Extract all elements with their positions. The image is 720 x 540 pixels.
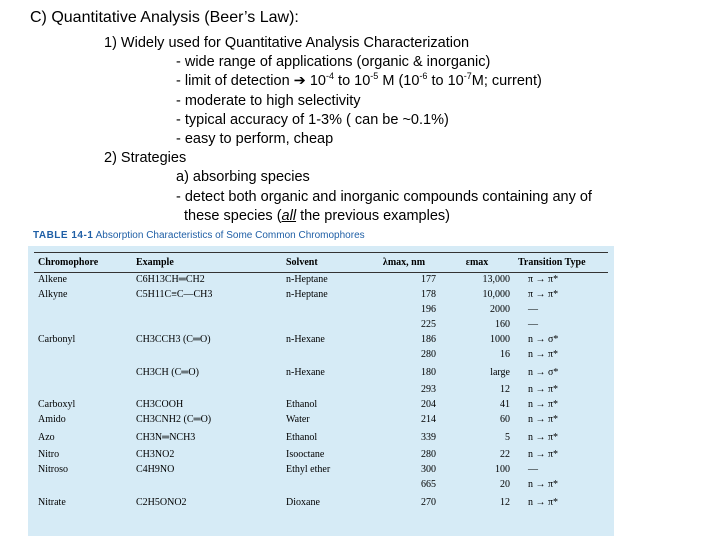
cell-example: CH3CCH3 (C═O) <box>136 334 211 345</box>
detect-line2-em: all <box>281 208 297 224</box>
detection-prefix: - limit of detection <box>176 73 290 89</box>
cell-epsilon: 2000 <box>490 304 510 315</box>
cell-example: C6H13CH═CH2 <box>136 274 205 285</box>
cell-solvent <box>282 477 368 492</box>
table-caption <box>33 230 365 241</box>
table-row <box>34 447 608 462</box>
cell-solvent: Isooctane <box>286 449 325 460</box>
table-row <box>34 477 608 492</box>
header-example: Example <box>136 257 174 268</box>
cell-example: CH3N═NCH3 <box>136 431 196 443</box>
cell-lambda: 196 <box>421 304 436 315</box>
table-row <box>34 272 608 287</box>
cell-epsilon: 100 <box>495 464 510 475</box>
detection-t2: to 10 <box>338 73 371 89</box>
cell-solvent: Dioxane <box>286 496 320 508</box>
cell-lambda: 178 <box>421 289 436 300</box>
cell-lambda: 225 <box>421 319 436 330</box>
cell-epsilon: 12 <box>500 496 510 508</box>
detection-t3: M (10 <box>382 73 420 89</box>
table-row <box>34 462 608 477</box>
cell-lambda: 177 <box>421 274 436 285</box>
table-number: TABLE 14-1 <box>33 230 94 241</box>
table-title: Absorption Characteristics of Some Common Chromophores <box>95 230 365 241</box>
cell-chromophore <box>34 347 132 362</box>
table-row <box>34 492 608 512</box>
cell-lambda: 186 <box>421 334 436 345</box>
cell-example <box>132 347 282 362</box>
cell-example: C4H9NO <box>136 464 175 475</box>
cell-transition: n → π* <box>528 431 559 443</box>
cell-lambda: 300 <box>421 464 436 475</box>
cell-transition: n → σ* <box>528 334 559 345</box>
cell-solvent: Ethanol <box>286 399 318 410</box>
cell-solvent: Water <box>286 414 310 425</box>
cell-epsilon: 13,000 <box>482 274 510 285</box>
table-header-row <box>34 253 608 272</box>
detect-line2-post: the previous examples) <box>300 208 450 224</box>
detection-e4: -7 <box>463 71 472 82</box>
cell-lambda: 280 <box>421 349 436 360</box>
table-row <box>34 397 608 412</box>
cell-solvent: n-Heptane <box>286 274 328 285</box>
table-row <box>34 347 608 362</box>
cell-chromophore <box>34 477 132 492</box>
cell-transition: n → π* <box>528 414 559 425</box>
cell-transition: n → π* <box>528 399 559 410</box>
cell-solvent: Ethanol <box>286 431 318 443</box>
detection-e3: -6 <box>419 71 428 82</box>
cell-solvent <box>282 347 368 362</box>
cell-example: CH3CNH2 (C═O) <box>136 414 212 425</box>
bullet-accuracy: - typical accuracy of 1-3% ( can be ~0.1%) <box>176 112 449 128</box>
detection-t5: M; current) <box>471 73 542 89</box>
cell-transition: n → π* <box>528 384 559 395</box>
header-epsilon-max: εmax <box>465 257 489 268</box>
table-row <box>34 302 608 317</box>
bullet-easy: - easy to perform, cheap <box>176 131 334 147</box>
cell-epsilon: 41 <box>500 399 510 410</box>
detection-t4: to 10 <box>431 73 464 89</box>
detect-line2-pre: these species ( <box>184 208 282 224</box>
cell-transition: n → π* <box>528 496 559 508</box>
chromophore-table <box>34 253 608 512</box>
cell-chromophore: Nitroso <box>38 464 68 475</box>
cell-chromophore: Alkene <box>38 274 67 285</box>
detect-line2 <box>184 208 450 224</box>
cell-lambda: 339 <box>421 431 436 443</box>
cell-chromophore <box>34 317 132 332</box>
cell-example <box>132 477 282 492</box>
cell-example: C2H5ONO2 <box>136 496 187 508</box>
cell-transition: n → π* <box>528 479 559 490</box>
cell-chromophore: Azo <box>38 431 55 443</box>
cell-chromophore: Carbonyl <box>38 334 76 345</box>
cell-epsilon: 16 <box>500 349 510 360</box>
sub-a-label: a) absorbing species <box>176 169 310 185</box>
detection-t1: 10 <box>309 73 326 89</box>
item2-label: 2) Strategies <box>104 150 187 166</box>
table-row <box>34 287 608 302</box>
section-heading: C) Quantitative Analysis (Beer’s Law): <box>30 9 299 26</box>
cell-epsilon: 1000 <box>490 334 510 345</box>
cell-example: CH3COOH <box>136 399 184 410</box>
item1-label: 1) Widely used for Quantitative Analysis Characterization <box>104 35 470 51</box>
cell-chromophore <box>34 362 132 382</box>
cell-epsilon: 5 <box>505 431 510 443</box>
header-transition: Transition Type <box>518 257 586 268</box>
cell-lambda: 214 <box>421 414 436 425</box>
cell-lambda: 293 <box>421 384 436 395</box>
detection-e2: -5 <box>370 71 379 82</box>
arrow-icon: ➔ <box>293 73 306 89</box>
cell-chromophore: Nitrate <box>38 496 66 508</box>
cell-solvent: Ethyl ether <box>286 464 331 475</box>
cell-epsilon: 20 <box>500 479 510 490</box>
cell-solvent <box>282 302 368 317</box>
cell-lambda: 280 <box>421 449 436 460</box>
cell-chromophore <box>34 302 132 317</box>
cell-epsilon: 22 <box>500 449 510 460</box>
cell-lambda: 180 <box>421 366 436 378</box>
table-row <box>34 427 608 447</box>
cell-transition: — <box>528 304 538 315</box>
cell-example <box>132 317 282 332</box>
cell-solvent <box>282 382 368 397</box>
cell-solvent <box>282 317 368 332</box>
cell-epsilon: 10,000 <box>482 289 510 300</box>
header-solvent: Solvent <box>286 257 318 268</box>
detection-e1: -4 <box>326 71 335 82</box>
cell-chromophore <box>34 382 132 397</box>
cell-epsilon: 60 <box>500 414 510 425</box>
cell-lambda: 204 <box>421 399 436 410</box>
cell-example: C5H11C≡C—CH3 <box>136 289 213 300</box>
cell-chromophore: Amido <box>38 414 66 425</box>
cell-transition: π → π* <box>528 289 559 300</box>
cell-example <box>132 382 282 397</box>
table-row <box>34 362 608 382</box>
table-row <box>34 382 608 397</box>
cell-example: CH3CH (C═O) <box>136 366 199 378</box>
cell-epsilon: 160 <box>495 319 510 330</box>
cell-lambda: 665 <box>421 479 436 490</box>
cell-solvent: n-Hexane <box>286 366 325 378</box>
cell-transition: π → π* <box>528 274 559 285</box>
cell-chromophore: Carboxyl <box>38 399 76 410</box>
cell-transition: n → π* <box>528 349 559 360</box>
cell-example <box>132 302 282 317</box>
cell-chromophore: Nitro <box>38 449 60 460</box>
detect-line1: - detect both organic and inorganic compounds containing any of <box>176 189 592 205</box>
cell-epsilon: large <box>490 366 510 378</box>
header-chromophore: Chromophore <box>38 257 99 268</box>
cell-transition: n → σ* <box>528 366 559 378</box>
table-row <box>34 332 608 347</box>
cell-lambda: 270 <box>421 496 436 508</box>
table-row <box>34 412 608 427</box>
cell-solvent: n-Hexane <box>286 334 325 345</box>
header-lambda-max: λmax, nm <box>382 257 426 268</box>
cell-transition: n → π* <box>528 449 559 460</box>
bullet-detection-limit <box>176 73 542 89</box>
cell-epsilon: 12 <box>500 384 510 395</box>
table-row <box>34 317 608 332</box>
bullet-applications: - wide range of applications (organic & inorganic) <box>176 54 491 70</box>
cell-transition: — <box>528 319 538 330</box>
cell-transition: — <box>528 464 538 475</box>
cell-solvent: n-Heptane <box>286 289 328 300</box>
cell-example: CH3NO2 <box>136 449 175 460</box>
bullet-selectivity: - moderate to high selectivity <box>176 93 361 109</box>
cell-chromophore: Alkyne <box>38 289 68 300</box>
